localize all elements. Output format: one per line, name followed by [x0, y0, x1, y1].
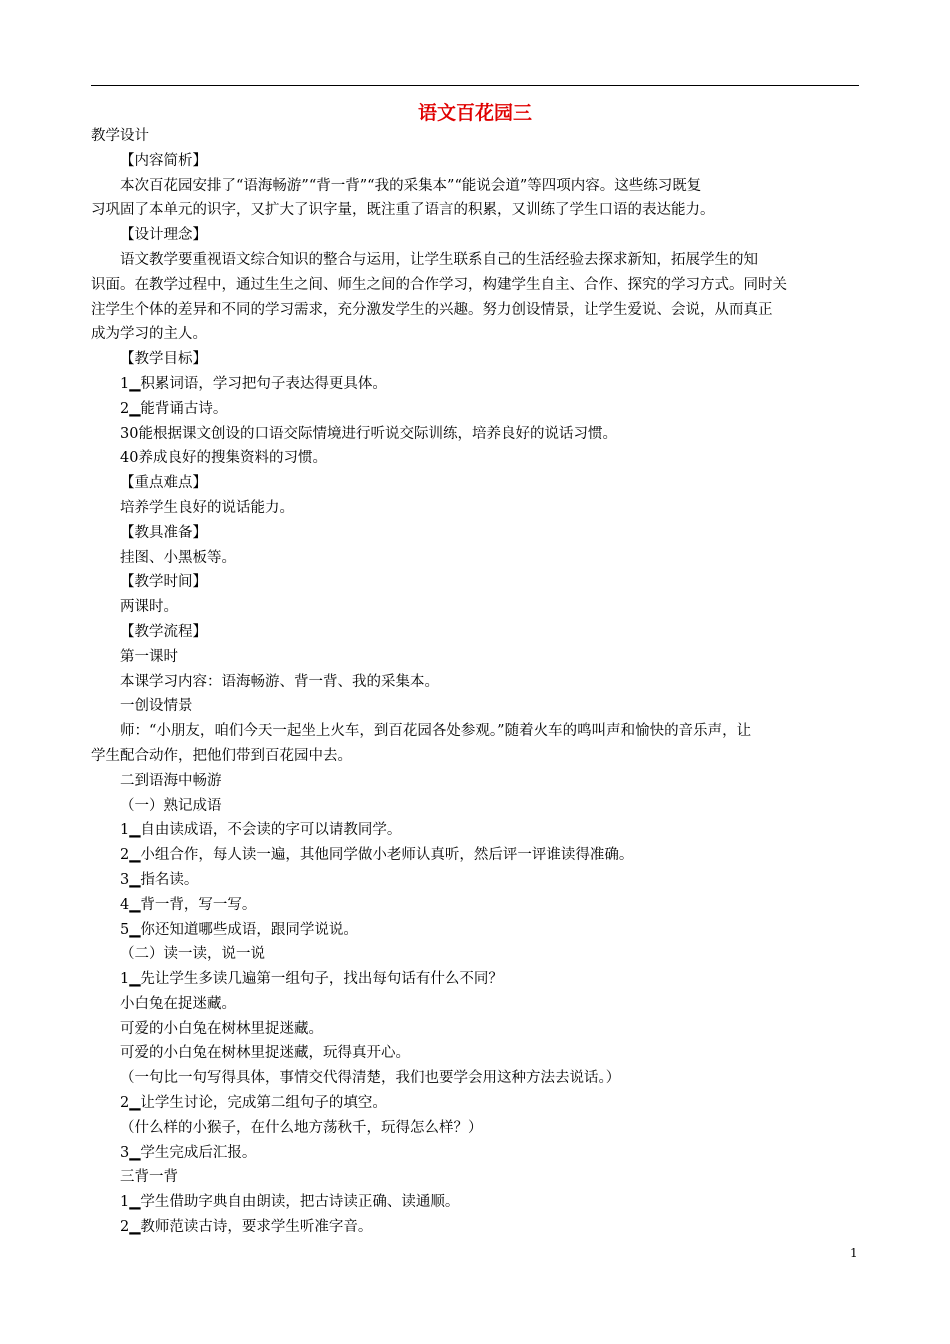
text-line: 注学生个体的差异和不同的学习需求，充分激发学生的兴趣。努力创设情景，让学生爱说、会说，从而真正 — [91, 301, 773, 318]
text-line: 3▁指名读。 — [120, 871, 199, 888]
page-number: 1 — [850, 1246, 858, 1260]
text-line: 30能根据课文创设的口语交际情境进行听说交际训练，培养良好的说话习惯。 — [120, 425, 617, 442]
text-line: 本课学习内容：语海畅游、背一背、我的采集本。 — [120, 673, 439, 690]
text-line: 挂图、小黑板等。 — [120, 549, 236, 566]
header-rule — [91, 85, 859, 86]
text-line: （一句比一句写得具体，事情交代得清楚，我们也要学会用这种方法去说话。） — [120, 1070, 621, 1087]
text-line: 【重点难点】 — [120, 475, 207, 492]
text-line: 学生配合动作，把他们带到百花园中去。 — [91, 747, 352, 764]
text-line: 5▁你还知道哪些成语，跟同学说说。 — [120, 921, 358, 938]
text-line: 可爱的小白兔在树林里捉迷藏，玩得真开心。 — [120, 1045, 410, 1062]
text-line: 【教学时间】 — [120, 574, 207, 591]
text-line: 2▁能背诵古诗。 — [120, 400, 228, 417]
text-line: 语文教学要重视语文综合知识的整合与运用，让学生联系自己的生活经验去探求新知，拓展学生的知 — [120, 251, 758, 268]
text-line: 三背一背 — [120, 1169, 178, 1186]
text-line: 1▁学生借助字典自由朗读，把古诗读正确、读通顺。 — [120, 1194, 460, 1211]
text-line: 3▁学生完成后汇报。 — [120, 1144, 257, 1161]
text-line: 师：“小朋友，咱们今天一起坐上火车，到百花园各处参观。”随着火车的鸣叫声和愉快的音乐声，让 — [120, 723, 752, 740]
text-line: 一创设情景 — [120, 698, 193, 715]
text-line: 【教学流程】 — [120, 623, 207, 640]
text-line: 40养成良好的搜集资料的习惯。 — [120, 450, 327, 467]
text-line: 第一课时 — [120, 648, 178, 665]
text-line: （什么样的小猴子，在什么地方荡秋千，玩得怎么样？） — [120, 1119, 483, 1136]
text-line: 2▁小组合作，每人读一遍，其他同学做小老师认真听，然后评一评谁读得准确。 — [120, 847, 634, 864]
text-line: 小白兔在捉迷藏。 — [120, 995, 236, 1012]
text-line: 【内容简析】 — [120, 152, 207, 169]
text-line: 教学设计 — [91, 128, 149, 144]
text-line: 习巩固了本单元的识字，又扩大了识字量，既注重了语言的积累，又训练了学生口语的表达能力。 — [91, 202, 715, 219]
text-line: 2▁让学生讨论，完成第二组句子的填空。 — [120, 1095, 387, 1112]
text-line: 识面。在教学过程中，通过生生之间、师生之间的合作学习，构建学生自主、合作、探究的学习方式。同时关 — [91, 276, 787, 293]
text-line: 4▁背一背，写一写。 — [120, 896, 257, 913]
text-line: 本次百花园安排了“语海畅游”“背一背”“我的采集本”“能说会道”等四项内容。这些练习既复 — [120, 177, 702, 194]
text-line: 可爱的小白兔在树林里捉迷藏。 — [120, 1020, 323, 1037]
text-line: 1▁自由读成语，不会读的字可以请教同学。 — [120, 822, 402, 839]
page-title: 语文百花园三 — [417, 102, 532, 124]
text-line: 培养学生良好的说话能力。 — [120, 499, 294, 516]
text-line: 【设计理念】 — [120, 227, 207, 244]
text-line: 1▁积累词语，学习把句子表达得更具体。 — [120, 375, 387, 392]
text-line: 二到语海中畅游 — [120, 772, 222, 789]
document-body — [91, 124, 859, 1240]
text-line: 1▁先让学生多读几遍第一组句子，找出每句话有什么不同？ — [120, 971, 503, 988]
text-line: （一）熟记成语 — [120, 797, 222, 814]
text-line: 两课时。 — [120, 599, 178, 616]
text-line: 成为学习的主人。 — [91, 326, 207, 343]
text-line: 【教学目标】 — [120, 351, 207, 368]
text-line: 2▁教师范读古诗，要求学生听准字音。 — [120, 1219, 373, 1236]
text-line: （二）读一读，说一说 — [120, 946, 265, 963]
text-line: 【教具准备】 — [120, 524, 207, 541]
